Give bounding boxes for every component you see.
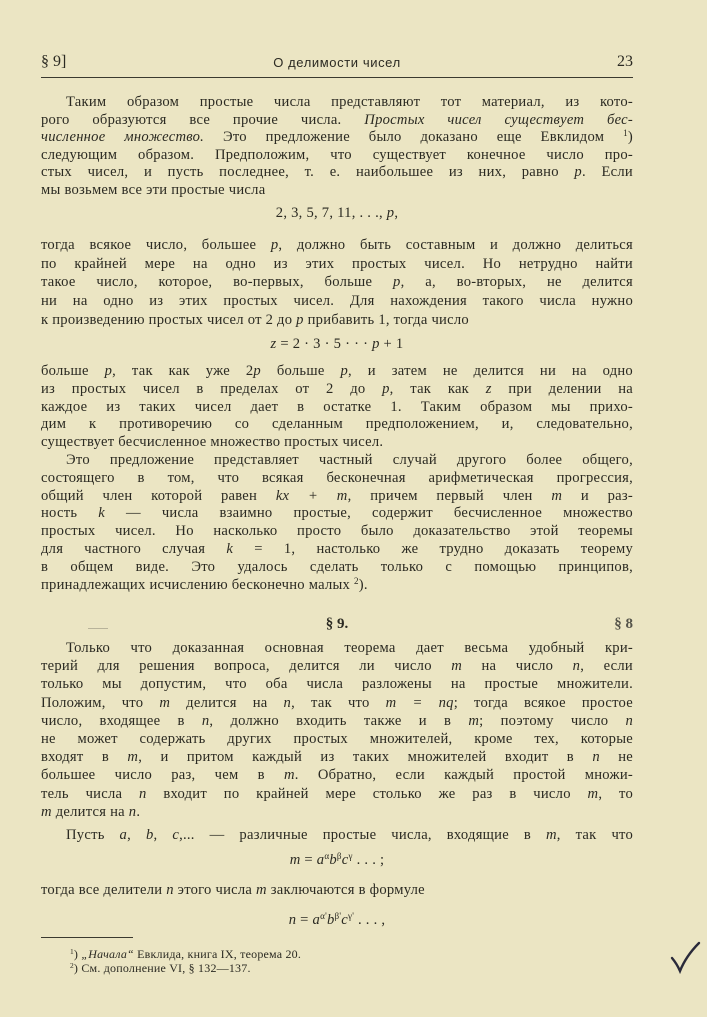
text-segment: не (599, 749, 634, 766)
italic-text: „Начала“ (81, 947, 134, 961)
text-line (41, 147, 633, 165)
italic-text: n (128, 803, 137, 820)
italic-text: p (253, 363, 261, 379)
text-segment: ). (358, 576, 368, 593)
text-segment: = 1, настолько же трудно доказать теорему (233, 541, 633, 558)
italic-text: p (270, 237, 279, 253)
italic-text: p (372, 336, 380, 352)
handwritten-checkmark-icon (668, 940, 702, 976)
text-line (41, 803, 633, 821)
text-line (41, 826, 633, 844)
superscript: 2 (354, 575, 359, 586)
text-segment: Евклида, книга IX, теорема 20. (133, 947, 302, 961)
text-segment: состоящего в том, что всякая бесконечная арифметическая прогрессия, (41, 469, 633, 486)
italic-text: m (41, 803, 52, 820)
superscript: γ (348, 851, 353, 862)
text-segment: из простых чисел в пределах от 2 до (41, 380, 383, 397)
text-segment: этого числа (173, 882, 257, 898)
text-segment: , если (580, 658, 633, 675)
text-line (41, 381, 633, 399)
text-segment: такое число, которое, во-первых, больше (41, 274, 394, 291)
text-segment: число, входящее в (41, 712, 202, 729)
italic-text: a (119, 827, 128, 843)
footnote-rule (41, 937, 133, 938)
text-segment: заключаются в формуле (266, 882, 425, 898)
text-line (41, 273, 633, 292)
italic-text: численное множество. (41, 129, 205, 146)
text-segment: входят в (41, 749, 128, 766)
text-segment: стых чисел, и пусть последнее, т. е. наибольшее из них, равно (41, 164, 575, 181)
italic-text: p (393, 274, 401, 291)
text-segment: тогда все делители (41, 882, 167, 898)
text-segment: делится на (51, 803, 129, 820)
italic-text: p (386, 205, 395, 221)
text-line (41, 434, 633, 452)
italic-text: m (127, 749, 139, 766)
italic-text: m (159, 694, 171, 711)
text-segment: , так как (389, 380, 486, 397)
text-segment: , так что (556, 827, 634, 843)
text-segment: = (300, 852, 317, 868)
text-line (41, 694, 633, 712)
text-segment: ) (627, 129, 633, 146)
paragraph-dirichlet (41, 452, 633, 595)
text-line (41, 657, 633, 675)
header-title: О делимости чисел (273, 55, 401, 70)
text-segment: каждое из таких чисел дает в остатке 1. Таким образом мы прихо- (41, 398, 633, 415)
paragraph-contradiction (41, 363, 633, 452)
italic-text: m (451, 658, 463, 675)
paragraph-divisibility-criterion (41, 639, 633, 821)
formula-line (41, 335, 633, 353)
italic-text: c (341, 852, 349, 868)
text-line (41, 881, 633, 899)
text-segment: , и затем не делится ни на одно (347, 363, 633, 379)
italic-text: k (98, 505, 105, 522)
italic-text: m (283, 767, 295, 784)
text-line (41, 675, 633, 693)
text-line (41, 292, 633, 311)
text-line (41, 416, 633, 434)
text-segment: тогда всякое число, большее (41, 237, 271, 253)
text-line (41, 452, 633, 470)
header-rule (41, 77, 633, 78)
text-line (41, 236, 633, 255)
text-segment: ность (41, 505, 99, 522)
paragraph-composite-argument (41, 236, 633, 329)
italic-text: n (283, 694, 292, 711)
text-line (41, 577, 633, 595)
text-segment: дим к противоречию со сделанным предположением, и, следовательно, (41, 416, 633, 433)
text-line (41, 182, 633, 200)
text-segment: терий для решения вопроса, делится ли число (41, 658, 452, 675)
text-segment: следующим образом. Предположим, что существует конечное число про- (41, 146, 633, 163)
section-heading: § 9. (325, 616, 349, 632)
text-segment: ,... — различные простые числа, входящие в (179, 827, 546, 843)
italic-text: n (572, 658, 581, 675)
italic-text: p (574, 164, 582, 181)
superscript: 1 (623, 128, 628, 139)
text-segment: ; тогда всякое простое (453, 694, 633, 711)
text-segment: к произведению простых чисел от 2 до (41, 311, 297, 328)
paragraph-primes-material (41, 94, 633, 200)
text-segment: = (296, 912, 313, 928)
text-segment: . Если (581, 164, 633, 181)
italic-text: b (329, 852, 337, 868)
formula-primes-list (41, 204, 633, 222)
text-line (41, 488, 633, 506)
text-segment: принадлежащих исчислению бесконечно малых (41, 576, 354, 593)
text-segment: на число (462, 658, 573, 675)
text-segment: , должно входить также и в (209, 712, 469, 729)
paragraph-prime-factors (41, 826, 633, 844)
text-segment: и раз- (562, 487, 634, 504)
italic-text: m (545, 827, 557, 843)
text-segment: = 2 · 3 · 5 · · · (276, 336, 373, 352)
text-line (41, 766, 633, 784)
text-segment: больше (41, 363, 105, 379)
text-segment: по крайней мере на одно из этих простых чисел. Но нетрудно найти (41, 255, 633, 272)
text-line (41, 523, 633, 541)
text-segment: для частного случая (41, 541, 227, 558)
text-segment: большее число раз, чем в (41, 767, 284, 784)
text-line (41, 363, 633, 381)
italic-text: a (316, 852, 325, 868)
text-line (41, 712, 633, 730)
formula-line (41, 911, 633, 929)
italic-text: b (326, 912, 335, 928)
superscript: 2 (70, 960, 74, 970)
italic-text: m (587, 785, 599, 802)
superscript: α (324, 851, 330, 862)
italic-text: n (166, 882, 174, 898)
formula-m-factorization (41, 851, 633, 869)
italic-text: c (172, 827, 180, 843)
text-line (41, 541, 633, 559)
text-segment: , так что (291, 694, 386, 711)
text-segment: , то (598, 785, 634, 802)
text-line (41, 112, 633, 130)
footnote (70, 962, 570, 976)
italic-text: z (270, 336, 277, 352)
text-segment: ) (73, 947, 82, 961)
text-segment: только мы допустим, что оба числа разложены на простые множители. (41, 676, 633, 693)
text-line (41, 129, 633, 147)
text-line (41, 311, 633, 330)
italic-text: m = nq (385, 694, 454, 711)
superscript: α' (320, 911, 327, 922)
text-segment: Это предложение представляет частный случай другого более общего, (66, 452, 633, 468)
italic-text: kx + m (275, 487, 348, 504)
text-line (41, 255, 633, 274)
footnotes (70, 948, 570, 975)
italic-text: m (289, 852, 301, 868)
text-segment: Только что доказанная основная теорема дает весьма удобный кри- (66, 640, 633, 656)
italic-text: m (468, 712, 480, 729)
text-segment: Это предложение было доказано еще Евклидом (204, 129, 624, 146)
text-segment: , причем первый член (347, 487, 552, 504)
text-line (41, 639, 633, 657)
text-line (41, 559, 633, 577)
italic-text: b (145, 827, 154, 843)
italic-text: p (104, 363, 113, 379)
bleed-through-section-mark: § 8 (614, 616, 633, 632)
page-number: 23 (617, 53, 633, 70)
italic-text: p (340, 363, 348, 379)
text-segment: , так как уже 2 (112, 363, 254, 379)
text-segment: мы возьмем все эти простые числа (41, 181, 266, 198)
formula-euclid-number (41, 335, 633, 353)
text-line (41, 785, 633, 803)
text-segment: Положим, что (41, 694, 160, 711)
text-segment: больше (260, 363, 341, 379)
text-segment: прибавить 1, тогда число (303, 311, 469, 328)
text-line (41, 505, 633, 523)
italic-text: p (382, 380, 390, 397)
text-segment: , и притом каждый из таких множителей входит в (138, 749, 593, 766)
text-line (41, 730, 633, 748)
text-line (41, 748, 633, 766)
text-segment: Пусть (66, 827, 120, 843)
italic-text: p (296, 311, 304, 328)
text-segment: . . . ; (352, 852, 385, 868)
text-segment: общий член которой равен (41, 487, 276, 504)
text-segment: ни на одно из этих простых чисел. Для нахождения такого числа нужно (41, 293, 633, 310)
text-segment: , (153, 827, 173, 843)
formula-n-factorization (41, 911, 633, 929)
text-segment: ) См. дополнение VI, § 132—137. (73, 960, 251, 975)
text-line (41, 164, 633, 182)
italic-text: k (226, 541, 234, 558)
text-segment: , а, во-вторых, не делится (400, 274, 633, 291)
italic-text: a (312, 912, 321, 928)
text-segment: , должно быть составным и должно делиться (278, 237, 633, 253)
text-segment: рого образуются все прочие числа. (41, 111, 365, 128)
text-segment: , (127, 827, 146, 843)
italic-text: n (201, 712, 210, 729)
text-segment: входит по крайней мере столько же раз в число (146, 785, 588, 802)
text-segment: тель числа (41, 785, 140, 802)
paragraph-divisors (41, 881, 633, 899)
superscript: β (336, 851, 342, 862)
header-section-number: § 9] (41, 53, 67, 70)
italic-text: Простых чисел существует бес- (364, 111, 633, 128)
italic-text: m (551, 487, 563, 504)
superscript: β' (334, 911, 342, 922)
italic-text: z (485, 380, 492, 397)
formula-line (41, 204, 633, 222)
text-segment: не может содержать других простых множителей, кроме тех, которые (41, 730, 633, 747)
italic-text: n (592, 749, 600, 766)
text-segment: 2, 3, 5, 7, 11, . . ., (275, 205, 387, 221)
italic-text: n (288, 912, 297, 928)
formula-line (41, 851, 633, 869)
text-line (41, 94, 633, 112)
text-segment: , (394, 205, 399, 221)
text-line (41, 399, 633, 417)
text-segment: делится на (170, 694, 284, 711)
italic-text: n (625, 712, 633, 729)
text-segment: . (136, 803, 141, 820)
italic-text: n (139, 785, 147, 802)
text-segment: простых чисел. Но насколько просто было доказательство этой теоремы (41, 523, 633, 540)
text-segment: — числа взаимно простые, содержит бесчисленное множество (104, 505, 633, 522)
text-segment: ; поэтому число (479, 712, 626, 729)
text-segment: . . . , (354, 912, 386, 928)
superscript: γ' (347, 911, 355, 922)
text-line (41, 470, 633, 488)
text-segment: + 1 (379, 336, 404, 352)
text-segment: . Обратно, если каждый простой множи- (294, 767, 633, 784)
text-segment: при делении на (491, 380, 634, 397)
text-segment: существует бесчисленное множество простых чисел. (41, 434, 384, 451)
running-header (41, 53, 633, 73)
superscript: 1 (70, 946, 74, 956)
text-segment: в общем виде. Это удалось сделать только с помощью принципов, (41, 558, 633, 575)
footnote (70, 948, 570, 962)
text-segment: Таким образом простые числа представляют тот материал, из кото- (66, 94, 633, 110)
italic-text: c (341, 912, 348, 928)
italic-text: m (256, 882, 267, 898)
